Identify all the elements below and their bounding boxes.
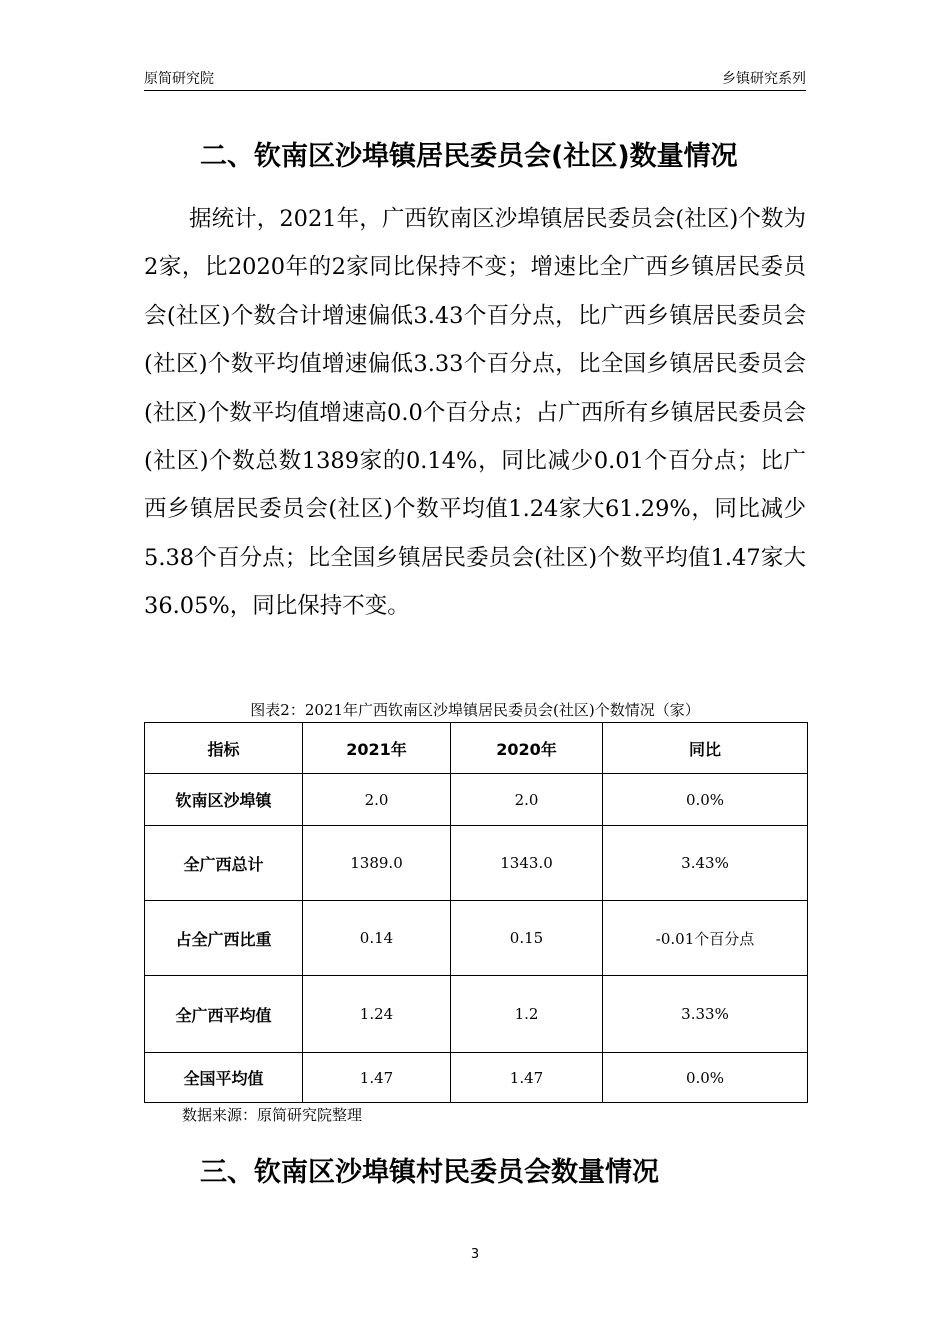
section-2-title: 二、钦南区沙埠镇居民委员会(社区)数量情况 — [200, 141, 738, 172]
cell-yoy: 0.0% — [603, 1053, 808, 1103]
table-row — [145, 901, 808, 976]
header-cell-indicator: 指标 — [145, 723, 303, 774]
header-cell-2021: 2021年 — [303, 723, 451, 774]
cell-2021: 1.24 — [303, 976, 451, 1053]
row-label: 全国平均值 — [145, 1053, 303, 1103]
table-source-note: 数据来源：原简研究院整理 — [182, 1106, 363, 1124]
cell-2021: 0.14 — [303, 901, 451, 976]
cell-2021: 2.0 — [303, 774, 451, 826]
header-cell-2020: 2020年 — [451, 723, 603, 774]
cell-2020: 1343.0 — [451, 826, 603, 901]
cell-yoy: 3.43% — [603, 826, 808, 901]
cell-2020: 1.47 — [451, 1053, 603, 1103]
table-caption: 图表2：2021年广西钦南区沙埠镇居民委员会(社区)个数情况（家） — [250, 701, 700, 719]
header-publisher: 原简研究院 — [144, 71, 214, 87]
table-row — [145, 976, 808, 1053]
row-label: 占全广西比重 — [145, 901, 303, 976]
table-row — [145, 1053, 808, 1103]
cell-yoy: 3.33% — [603, 976, 808, 1053]
table-row — [145, 826, 808, 901]
table-row — [145, 774, 808, 826]
row-label: 钦南区沙埠镇 — [145, 774, 303, 826]
cell-2021: 1.47 — [303, 1053, 451, 1103]
page-header — [144, 66, 806, 91]
row-label: 全广西总计 — [145, 826, 303, 901]
section-3-title: 三、钦南区沙埠镇村民委员会数量情况 — [200, 1157, 659, 1188]
header-cell-yoy: 同比 — [603, 723, 808, 774]
row-label: 全广西平均值 — [145, 976, 303, 1053]
data-table — [144, 722, 808, 1103]
cell-yoy: 0.0% — [603, 774, 808, 826]
cell-2020: 1.2 — [451, 976, 603, 1053]
cell-2020: 0.15 — [451, 901, 603, 976]
cell-2020: 2.0 — [451, 774, 603, 826]
cell-yoy: -0.01个百分点 — [603, 901, 808, 976]
header-series: 乡镇研究系列 — [722, 71, 806, 87]
page-number: 3 — [470, 1247, 480, 1262]
cell-2021: 1389.0 — [303, 826, 451, 901]
table-header-row — [145, 723, 808, 774]
section-2-paragraph: 据统计，2021年，广西钦南区沙埠镇居民委员会(社区)个数为2家，比2020年的2家同比保持不变；增速比全广西乡镇居民委员会(社区)个数合计增速偏低3.43个百分点，比广西乡镇居民委员会(社区)个数平均值增速偏低3.33个百分点，比全国乡镇居民委员会(社区)个数平均值增速高0.0个百分点；占广西所有乡镇居民委员会(社区)个数总数1389家的0.14%，同比减少0.01个百分点；比广西乡镇居民委员会(社区)个数平均值1.24家大61.29%，同比减少5.38个百分点；比全国乡镇居民委员会(社区)个数平均值1.47家大36.05%，同比保持不变。 — [144, 206, 806, 620]
